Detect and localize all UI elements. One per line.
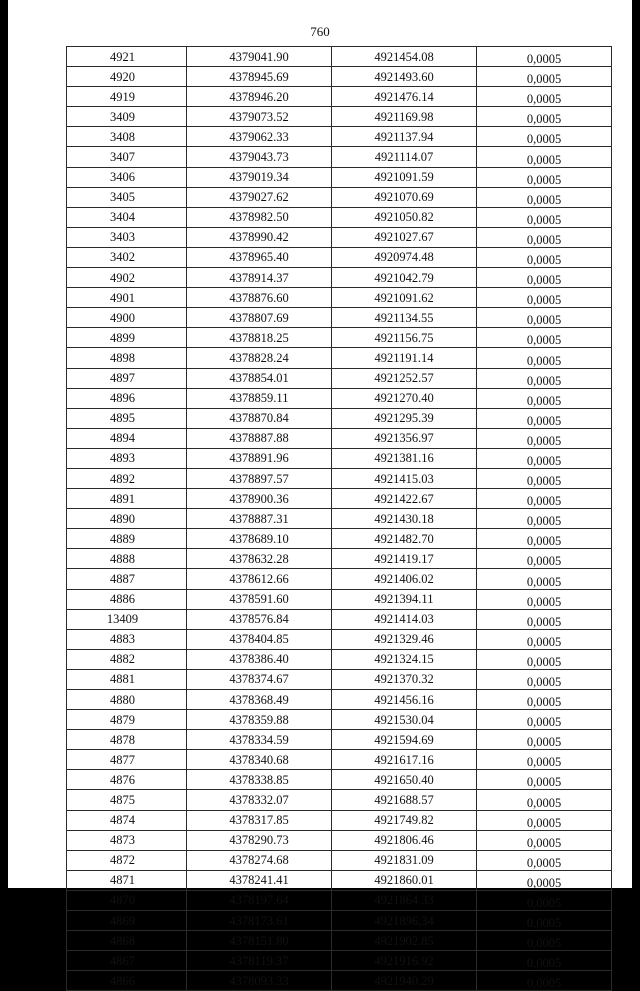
x-coordinate-cell: 4379041.90 <box>187 47 332 67</box>
y-coordinate-cell: 4921456.16 <box>332 690 477 710</box>
value-cell: 0,0005 <box>477 750 612 770</box>
value-cell: 0,0005 <box>477 770 612 790</box>
x-coordinate-cell: 4378359.88 <box>187 710 332 730</box>
value-cell: 0,0005 <box>477 489 612 509</box>
table-row <box>67 669 612 689</box>
y-coordinate-cell: 4921415.03 <box>332 468 477 488</box>
value-cell: 0,0005 <box>477 187 612 207</box>
x-coordinate-cell: 4378576.84 <box>187 609 332 629</box>
point-id-cell: 3403 <box>67 227 187 247</box>
point-id-cell: 4919 <box>67 87 187 107</box>
value-cell: 0,0005 <box>477 328 612 348</box>
y-coordinate-cell: 4921370.32 <box>332 669 477 689</box>
y-coordinate-cell: 4921329.46 <box>332 629 477 649</box>
value-cell: 0,0005 <box>477 609 612 629</box>
x-coordinate-cell: 4378900.36 <box>187 489 332 509</box>
x-coordinate-cell: 4378982.50 <box>187 207 332 227</box>
y-coordinate-cell: 4921902.85 <box>332 931 477 951</box>
x-coordinate-cell: 4378689.10 <box>187 529 332 549</box>
value-cell: 0,0005 <box>477 67 612 87</box>
value-cell: 0,0005 <box>477 448 612 468</box>
value-cell: 0,0005 <box>477 730 612 750</box>
table-row <box>67 810 612 830</box>
x-coordinate-cell: 4378332.07 <box>187 790 332 810</box>
table-row <box>67 951 612 971</box>
y-coordinate-cell: 4921430.18 <box>332 509 477 529</box>
y-coordinate-cell: 4921414.03 <box>332 609 477 629</box>
table-row <box>67 67 612 87</box>
x-coordinate-cell: 4378828.24 <box>187 348 332 368</box>
table-row <box>67 971 612 991</box>
coordinates-table-body <box>67 47 612 991</box>
value-cell: 0,0005 <box>477 589 612 609</box>
point-id-cell: 3407 <box>67 147 187 167</box>
table-row <box>67 489 612 509</box>
point-id-cell: 4893 <box>67 448 187 468</box>
x-coordinate-cell: 4378891.96 <box>187 448 332 468</box>
x-coordinate-cell: 4378870.84 <box>187 408 332 428</box>
point-id-cell: 4901 <box>67 288 187 308</box>
table-row <box>67 710 612 730</box>
point-id-cell: 4880 <box>67 690 187 710</box>
point-id-cell: 4877 <box>67 750 187 770</box>
table-row <box>67 247 612 267</box>
table-row <box>67 428 612 448</box>
table-row <box>67 227 612 247</box>
y-coordinate-cell: 4921050.82 <box>332 207 477 227</box>
y-coordinate-cell: 4921406.02 <box>332 569 477 589</box>
y-coordinate-cell: 4921070.69 <box>332 187 477 207</box>
value-cell: 0,0005 <box>477 428 612 448</box>
point-id-cell: 4891 <box>67 489 187 509</box>
y-coordinate-cell: 4921191.14 <box>332 348 477 368</box>
value-cell: 0,0005 <box>477 509 612 529</box>
value-cell: 0,0005 <box>477 529 612 549</box>
point-id-cell: 4876 <box>67 770 187 790</box>
x-coordinate-cell: 4378807.69 <box>187 308 332 328</box>
value-cell: 0,0005 <box>477 890 612 910</box>
y-coordinate-cell: 4921617.16 <box>332 750 477 770</box>
y-coordinate-cell: 4921688.57 <box>332 790 477 810</box>
x-coordinate-cell: 4378887.88 <box>187 428 332 448</box>
table-row <box>67 690 612 710</box>
x-coordinate-cell: 4378386.40 <box>187 649 332 669</box>
x-coordinate-cell: 4379019.34 <box>187 167 332 187</box>
x-coordinate-cell: 4379027.62 <box>187 187 332 207</box>
table-row <box>67 529 612 549</box>
y-coordinate-cell: 4921476.14 <box>332 87 477 107</box>
value-cell: 0,0005 <box>477 629 612 649</box>
point-id-cell: 4899 <box>67 328 187 348</box>
point-id-cell: 4890 <box>67 509 187 529</box>
x-coordinate-cell: 4378173.61 <box>187 911 332 931</box>
value-cell: 0,0005 <box>477 830 612 850</box>
y-coordinate-cell: 4921252.57 <box>332 368 477 388</box>
y-coordinate-cell: 4921114.07 <box>332 147 477 167</box>
page-number: 760 <box>310 24 330 39</box>
table-row <box>67 127 612 147</box>
x-coordinate-cell: 4378093.33 <box>187 971 332 991</box>
table-row <box>67 931 612 951</box>
value-cell: 0,0005 <box>477 388 612 408</box>
point-id-cell: 4887 <box>67 569 187 589</box>
point-id-cell: 4868 <box>67 931 187 951</box>
table-row <box>67 890 612 910</box>
table-row <box>67 368 612 388</box>
point-id-cell: 4878 <box>67 730 187 750</box>
value-cell: 0,0005 <box>477 107 612 127</box>
value-cell: 0,0005 <box>477 207 612 227</box>
x-coordinate-cell: 4378945.69 <box>187 67 332 87</box>
point-id-cell: 4867 <box>67 951 187 971</box>
point-id-cell: 4874 <box>67 810 187 830</box>
value-cell: 0,0005 <box>477 870 612 890</box>
value-cell: 0,0005 <box>477 127 612 147</box>
point-id-cell: 4900 <box>67 308 187 328</box>
table-row <box>67 750 612 770</box>
table-row <box>67 589 612 609</box>
value-cell: 0,0005 <box>477 951 612 971</box>
table-row <box>67 268 612 288</box>
y-coordinate-cell: 4921860.01 <box>332 870 477 890</box>
table-row <box>67 328 612 348</box>
x-coordinate-cell: 4378197.64 <box>187 890 332 910</box>
point-id-cell: 4920 <box>67 67 187 87</box>
y-coordinate-cell: 4921027.67 <box>332 227 477 247</box>
point-id-cell: 4896 <box>67 388 187 408</box>
value-cell: 0,0005 <box>477 549 612 569</box>
y-coordinate-cell: 4921650.40 <box>332 770 477 790</box>
point-id-cell: 4879 <box>67 710 187 730</box>
point-id-cell: 4921 <box>67 47 187 67</box>
point-id-cell: 4883 <box>67 629 187 649</box>
y-coordinate-cell: 4920974.48 <box>332 247 477 267</box>
table-row <box>67 308 612 328</box>
y-coordinate-cell: 4921864.33 <box>332 890 477 910</box>
x-coordinate-cell: 4378334.59 <box>187 730 332 750</box>
table-row <box>67 348 612 368</box>
table-row <box>67 167 612 187</box>
point-id-cell: 3402 <box>67 247 187 267</box>
x-coordinate-cell: 4378119.37 <box>187 951 332 971</box>
value-cell: 0,0005 <box>477 47 612 67</box>
x-coordinate-cell: 4378632.28 <box>187 549 332 569</box>
value-cell: 0,0005 <box>477 710 612 730</box>
point-id-cell: 3405 <box>67 187 187 207</box>
point-id-cell: 4894 <box>67 428 187 448</box>
point-id-cell: 4869 <box>67 911 187 931</box>
x-coordinate-cell: 4378290.73 <box>187 830 332 850</box>
value-cell: 0,0005 <box>477 669 612 689</box>
point-id-cell: 3408 <box>67 127 187 147</box>
y-coordinate-cell: 4921806.46 <box>332 830 477 850</box>
y-coordinate-cell: 4921091.59 <box>332 167 477 187</box>
value-cell: 0,0005 <box>477 850 612 870</box>
point-id-cell: 13409 <box>67 609 187 629</box>
table-row <box>67 770 612 790</box>
point-id-cell: 4895 <box>67 408 187 428</box>
y-coordinate-cell: 4921270.40 <box>332 388 477 408</box>
y-coordinate-cell: 4921356.97 <box>332 428 477 448</box>
table-row <box>67 569 612 589</box>
x-coordinate-cell: 4379073.52 <box>187 107 332 127</box>
x-coordinate-cell: 4378897.57 <box>187 468 332 488</box>
table-row <box>67 549 612 569</box>
table-row <box>67 790 612 810</box>
x-coordinate-cell: 4378818.25 <box>187 328 332 348</box>
y-coordinate-cell: 4921169.98 <box>332 107 477 127</box>
point-id-cell: 3409 <box>67 107 187 127</box>
point-id-cell: 4873 <box>67 830 187 850</box>
y-coordinate-cell: 4921137.94 <box>332 127 477 147</box>
y-coordinate-cell: 4921482.70 <box>332 529 477 549</box>
table-row <box>67 288 612 308</box>
table-row <box>67 87 612 107</box>
value-cell: 0,0005 <box>477 227 612 247</box>
point-id-cell: 4892 <box>67 468 187 488</box>
table-row <box>67 509 612 529</box>
value-cell: 0,0005 <box>477 268 612 288</box>
value-cell: 0,0005 <box>477 911 612 931</box>
x-coordinate-cell: 4378887.31 <box>187 509 332 529</box>
point-id-cell: 4881 <box>67 669 187 689</box>
point-id-cell: 4886 <box>67 589 187 609</box>
y-coordinate-cell: 4921896,34 <box>332 911 477 931</box>
y-coordinate-cell: 4921422.67 <box>332 489 477 509</box>
value-cell: 0,0005 <box>477 87 612 107</box>
value-cell: 0,0005 <box>477 288 612 308</box>
value-cell: 0,0005 <box>477 649 612 669</box>
table-row <box>67 850 612 870</box>
point-id-cell: 4888 <box>67 549 187 569</box>
point-id-cell: 4866 <box>67 971 187 991</box>
table-row <box>67 609 612 629</box>
value-cell: 0,0005 <box>477 569 612 589</box>
table-row <box>67 408 612 428</box>
value-cell: 0,0005 <box>477 468 612 488</box>
x-coordinate-cell: 4378854.01 <box>187 368 332 388</box>
x-coordinate-cell: 4378965.40 <box>187 247 332 267</box>
x-coordinate-cell: 4378368.49 <box>187 690 332 710</box>
y-coordinate-cell: 4921091.62 <box>332 288 477 308</box>
table-row <box>67 730 612 750</box>
point-id-cell: 3406 <box>67 167 187 187</box>
x-coordinate-cell: 4378404.85 <box>187 629 332 649</box>
table-row <box>67 147 612 167</box>
value-cell: 0,0005 <box>477 247 612 267</box>
y-coordinate-cell: 4921156.75 <box>332 328 477 348</box>
value-cell: 0,0005 <box>477 348 612 368</box>
y-coordinate-cell: 4921134.55 <box>332 308 477 328</box>
y-coordinate-cell: 4921940.29 <box>332 971 477 991</box>
value-cell: 0,0005 <box>477 308 612 328</box>
x-coordinate-cell: 4378859.11 <box>187 388 332 408</box>
table-row <box>67 47 612 67</box>
x-coordinate-cell: 4378151.80 <box>187 931 332 951</box>
value-cell: 0,0005 <box>477 167 612 187</box>
table-row <box>67 187 612 207</box>
point-id-cell: 4889 <box>67 529 187 549</box>
table-row <box>67 830 612 850</box>
point-id-cell: 4870 <box>67 890 187 910</box>
x-coordinate-cell: 4378591.60 <box>187 589 332 609</box>
y-coordinate-cell: 4921042.79 <box>332 268 477 288</box>
y-coordinate-cell: 4921594.69 <box>332 730 477 750</box>
x-coordinate-cell: 4378338.85 <box>187 770 332 790</box>
table-row <box>67 388 612 408</box>
x-coordinate-cell: 4378340.68 <box>187 750 332 770</box>
y-coordinate-cell: 4921493.60 <box>332 67 477 87</box>
x-coordinate-cell: 4378990.42 <box>187 227 332 247</box>
value-cell: 0,0005 <box>477 790 612 810</box>
y-coordinate-cell: 4921419.17 <box>332 549 477 569</box>
value-cell: 0,0005 <box>477 971 612 991</box>
y-coordinate-cell: 4921916.92 <box>332 951 477 971</box>
y-coordinate-cell: 4921454.08 <box>332 47 477 67</box>
document-page <box>8 0 632 991</box>
point-id-cell: 4897 <box>67 368 187 388</box>
coordinates-table <box>66 46 612 991</box>
x-coordinate-cell: 4378241.41 <box>187 870 332 890</box>
table-row <box>67 468 612 488</box>
x-coordinate-cell: 4378612.66 <box>187 569 332 589</box>
value-cell: 0,0005 <box>477 408 612 428</box>
x-coordinate-cell: 4378946.20 <box>187 87 332 107</box>
point-id-cell: 4902 <box>67 268 187 288</box>
x-coordinate-cell: 4378317.85 <box>187 810 332 830</box>
x-coordinate-cell: 4378274.68 <box>187 850 332 870</box>
y-coordinate-cell: 4921381.16 <box>332 448 477 468</box>
y-coordinate-cell: 4921324.15 <box>332 649 477 669</box>
point-id-cell: 4875 <box>67 790 187 810</box>
x-coordinate-cell: 4378914.37 <box>187 268 332 288</box>
table-row <box>67 448 612 468</box>
y-coordinate-cell: 4921394.11 <box>332 589 477 609</box>
table-row <box>67 629 612 649</box>
point-id-cell: 4872 <box>67 850 187 870</box>
value-cell: 0,0005 <box>477 810 612 830</box>
table-row <box>67 649 612 669</box>
point-id-cell: 4871 <box>67 870 187 890</box>
y-coordinate-cell: 4921295.39 <box>332 408 477 428</box>
table-row <box>67 870 612 890</box>
x-coordinate-cell: 4379062.33 <box>187 127 332 147</box>
table-row <box>67 207 612 227</box>
point-id-cell: 4882 <box>67 649 187 669</box>
x-coordinate-cell: 4378374.67 <box>187 669 332 689</box>
x-coordinate-cell: 4379043.73 <box>187 147 332 167</box>
table-row <box>67 911 612 931</box>
x-coordinate-cell: 4378876.60 <box>187 288 332 308</box>
y-coordinate-cell: 4921530.04 <box>332 710 477 730</box>
table-row <box>67 107 612 127</box>
value-cell: 0,0005 <box>477 931 612 951</box>
y-coordinate-cell: 4921749.82 <box>332 810 477 830</box>
value-cell: 0,0005 <box>477 690 612 710</box>
point-id-cell: 4898 <box>67 348 187 368</box>
value-cell: 0,0005 <box>477 147 612 167</box>
value-cell: 0,0005 <box>477 368 612 388</box>
y-coordinate-cell: 4921831.09 <box>332 850 477 870</box>
point-id-cell: 3404 <box>67 207 187 227</box>
